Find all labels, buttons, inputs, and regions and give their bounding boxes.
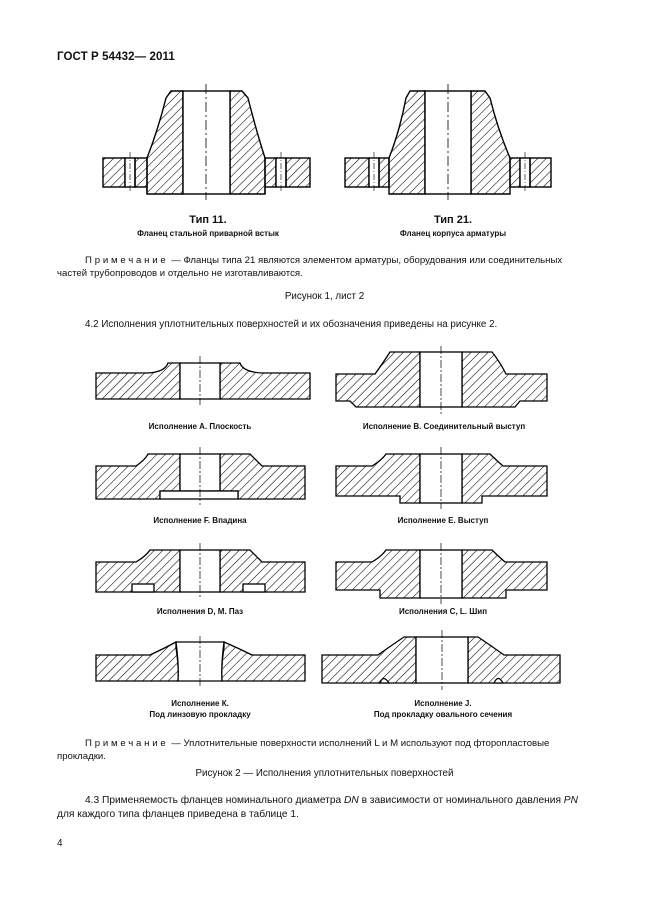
type-21-description: Фланец корпуса арматуры (399, 229, 507, 238)
variant-e-drawing (336, 447, 547, 509)
figure2-note (57, 737, 592, 763)
variant-a-label: Исполнение А. Плоскость (148, 422, 252, 431)
variant-b-drawing (336, 346, 547, 414)
variant-f-drawing (96, 447, 305, 505)
variant-k-subtitle: Под линзовую прокладку (149, 710, 251, 719)
note-text: — Фланцы типа 21 являются элементом арматуры, оборудования или соединительных частей трубопроводов и отдельно не изготавливаются. (57, 255, 563, 279)
flange-type-11-drawing (103, 84, 310, 200)
variant-d-m-label: Исполнения D, M. Паз (156, 607, 244, 616)
pn-symbol: PN (563, 795, 578, 806)
type-21-title: Тип 21. (433, 214, 473, 226)
variant-c-l-drawing (336, 543, 547, 604)
dn-symbol: DN (344, 795, 359, 806)
paragraph-4-2: 4.2 Исполнения уплотнительных поверхностей и их обозначения приведены на рисунке 2. (85, 319, 498, 330)
variant-b-label: Исполнение В. Соединительный выступ (362, 422, 526, 431)
variant-a-drawing (96, 356, 310, 405)
para-text: для каждого типа фланцев приведена в таблице 1. (57, 809, 299, 820)
type-11-title: Тип 11. (189, 214, 227, 226)
type-11-description: Фланец стальной приварной встык (137, 229, 279, 238)
variant-j-subtitle: Под прокладку овального сечения (373, 710, 513, 719)
variant-j-drawing (322, 630, 560, 690)
note-text: — Уплотнительные поверхности исполнений L и M используют под фторопластовые прокладки. (57, 738, 550, 762)
page-number: 4 (57, 838, 63, 849)
note-label: Примечание (85, 255, 169, 266)
note-label: Примечание (85, 738, 169, 749)
flange-type-21-drawing (345, 84, 551, 200)
variant-k-label (110, 698, 290, 720)
figure1-caption: Рисунок 1, лист 2 (284, 291, 365, 302)
variant-c-l-label: Исполнения С, L. Шип (398, 607, 488, 616)
para-text: в зависимости от номинального давления (358, 795, 564, 806)
paragraph-4-3 (57, 794, 593, 822)
variant-f-label: Исполнение F. Впадина (153, 516, 247, 525)
figure2-caption: Рисунок 2 — Исполнения уплотнительных поверхностей (195, 768, 454, 779)
variant-j-label (348, 698, 538, 720)
variant-d-m-drawing (96, 543, 305, 598)
variant-k-title: Исполнение К. (171, 699, 229, 708)
variant-k-drawing (96, 636, 305, 688)
document-standard-header: ГОСТ Р 54432— 2011 (57, 51, 175, 63)
variant-e-label: Исполнение Е. Выступ (397, 516, 489, 525)
variant-j-title: Исполнение J. (414, 699, 472, 708)
para-text: 4.3 Применяемость фланцев номинального диаметра (85, 795, 345, 806)
figure1-note (57, 254, 592, 280)
